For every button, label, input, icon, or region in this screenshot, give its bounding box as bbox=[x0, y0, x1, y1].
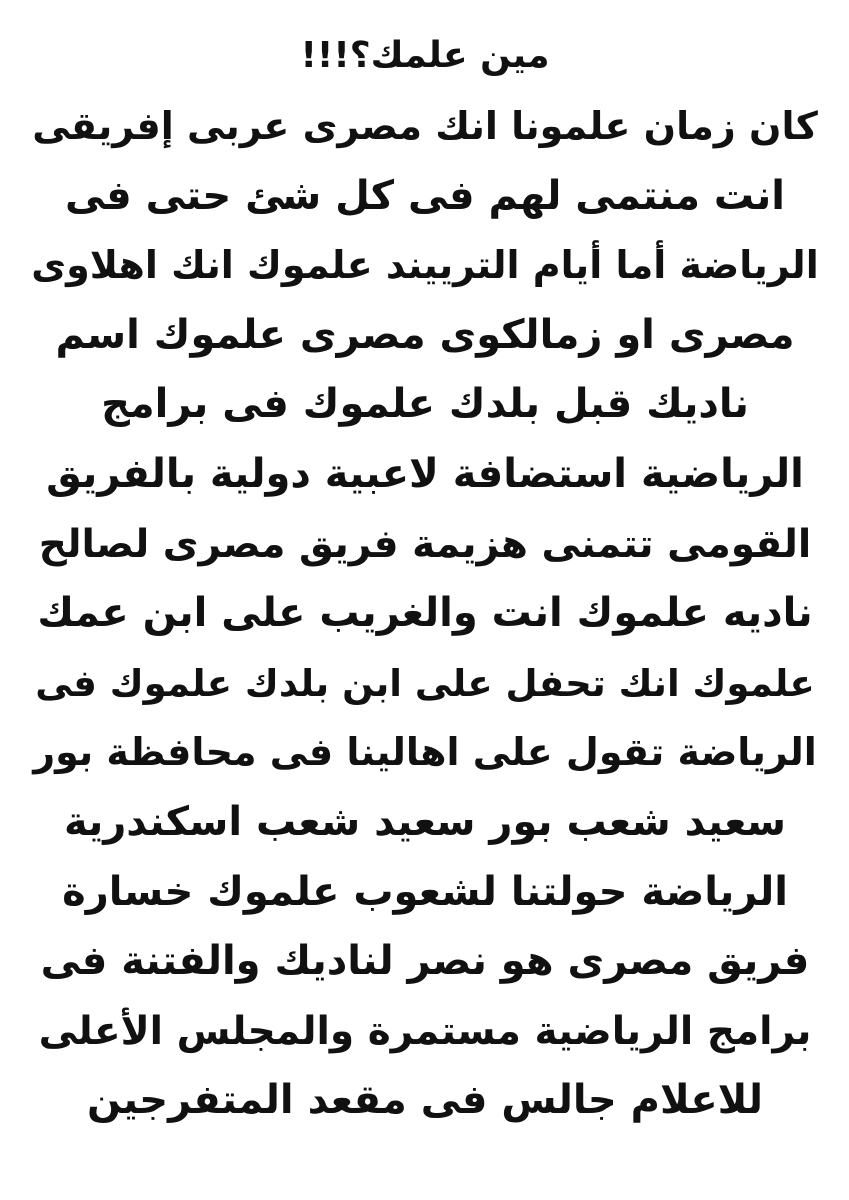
text-line-9: علموك انك تحفل على ابن بلدك علموك فى bbox=[35, 661, 815, 705]
post-text bbox=[30, 35, 820, 1136]
text-line-7: القومى تتمنى هزيمة فريق مصرى لصالح bbox=[38, 521, 812, 567]
text-line-11: سعيد شعب بور سعيد شعب اسكندرية bbox=[63, 798, 786, 845]
text-line-14: برامج الرياضية مستمرة والمجلس الأعلى bbox=[38, 1008, 812, 1054]
post-title: مين علمك؟!!! bbox=[300, 35, 550, 76]
text-line-3: الرياضة أما أيام الترييند علموك انك اهلاوى bbox=[31, 243, 819, 288]
text-line-8: ناديه علموك انت والغريب على ابن عمك bbox=[37, 590, 813, 637]
text-line-2: انت منتمى لهم فى كل شئ حتى فى bbox=[65, 172, 785, 219]
text-line-6: الرياضية استضافة لاعبية دولية بالفريق bbox=[46, 450, 804, 497]
text-line-4: مصرى او زمالكوى مصرى علموك اسم bbox=[55, 311, 795, 358]
text-line-13: فريق مصرى هو نصر لناديك والفتنة فى bbox=[40, 938, 810, 985]
text-line-12: الرياضة حولتنا لشعوب علموك خسارة bbox=[62, 868, 788, 915]
text-line-5: ناديك قبل بلدك علموك فى برامج bbox=[101, 381, 749, 428]
text-line-15: للاعلام جالس فى مقعد المتفرجين bbox=[86, 1077, 764, 1124]
text-line-1: كان زمان علمونا انك مصرى عربى إفريقى bbox=[32, 104, 818, 148]
text-line-10: الرياضة تقول على اهالينا فى محافظة بور bbox=[33, 730, 817, 775]
